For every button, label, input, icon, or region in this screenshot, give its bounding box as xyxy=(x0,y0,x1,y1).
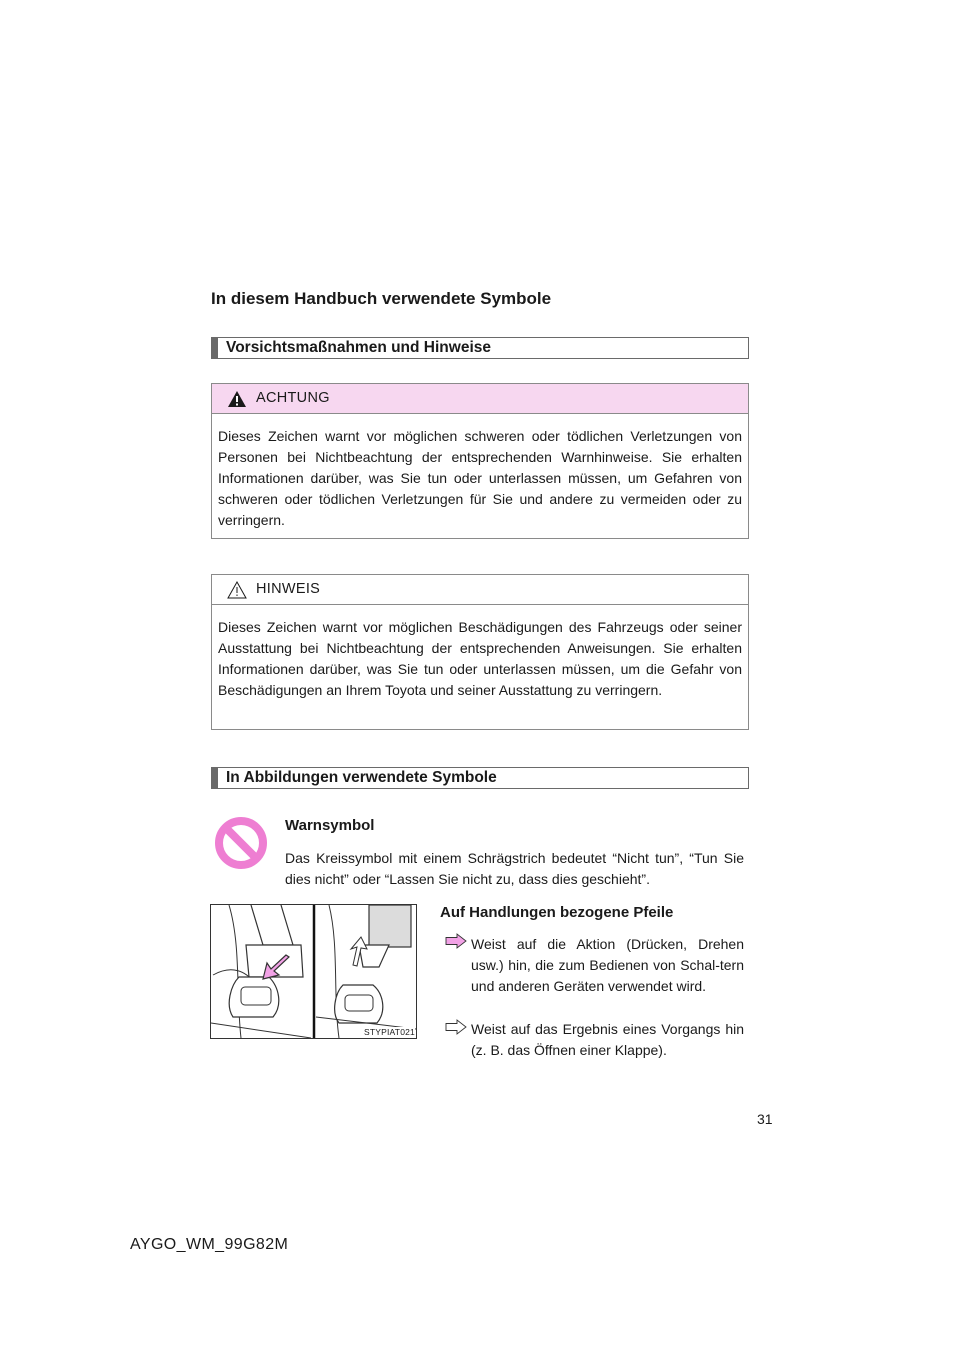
notice-text: Dieses Zeichen warnt vor möglichen Beschädigungen des Fahrzeugs oder seiner Ausstattung bei Nichtbeachtung der entsprechenden Anweisungen. Sie erhalten Informationen darüber, was Sie tun oder unterlassen müssen, um die Gefahr von Beschädigungen an Ihrem Toyota und seiner Ausstattung zu verringern. xyxy=(218,619,742,698)
seatbelt-buckle-drawing xyxy=(211,905,416,1038)
warning-header xyxy=(212,384,748,414)
notice-box xyxy=(211,574,749,730)
page-number: 31 xyxy=(757,1111,773,1127)
section-heading: In Abbildungen verwendete Symbole xyxy=(226,769,497,786)
section-heading: Vorsichtsmaßnahmen und Hinweise xyxy=(226,339,491,356)
footer-document-code: AYGO_WM_99G82M xyxy=(130,1236,289,1253)
warning-symbol-text: Das Kreissymbol mit einem Schrägstrich bedeutet “Nicht tun”, “Tun Sie dies nicht” oder “Lassen Sie nicht zu, dass dies geschieht”. xyxy=(285,850,744,887)
section-header-precautions xyxy=(211,337,749,359)
section-header-illustration-symbols xyxy=(211,767,749,789)
prohibition-icon xyxy=(214,816,268,870)
arrows-title: Auf Handlungen bezogene Pfeile xyxy=(440,904,674,921)
warning-triangle-icon xyxy=(227,390,247,408)
page-title: In diesem Handbuch verwendete Symbole xyxy=(211,289,552,308)
action-arrow-icon xyxy=(445,933,467,949)
action-arrow-text: Weist auf die Aktion (Drücken, Drehen usw.) hin, die zum Bedienen von Schal-tern und anderen Geräten verwendet wird. xyxy=(471,936,744,994)
seatbelt-illustration xyxy=(210,904,417,1039)
warning-box xyxy=(211,383,749,539)
warning-symbol-title: Warnsymbol xyxy=(285,817,375,834)
notice-header xyxy=(212,575,748,605)
warning-text: Dieses Zeichen warnt vor möglichen schweren oder tödlichen Verletzungen von Personen bei Nichtbeachtung der entsprechenden Warnhinweise. Sie erhalten Informationen darüber, was Sie tun oder unterlassen müssen, um Gefahren von schweren oder tödlichen Verletzungen für Sie und andere zu vermeiden oder zu verringern. xyxy=(218,428,742,528)
illustration-code: STYPIAT021 xyxy=(364,1027,415,1037)
result-arrow-text: Weist auf das Ergebnis eines Vorgangs hin (z. B. das Öffnen einer Klappe). xyxy=(471,1021,744,1058)
result-arrow-icon xyxy=(445,1019,467,1035)
caution-triangle-outline-icon xyxy=(227,581,247,599)
warning-label: ACHTUNG xyxy=(256,390,330,406)
notice-label: HINWEIS xyxy=(256,581,321,597)
